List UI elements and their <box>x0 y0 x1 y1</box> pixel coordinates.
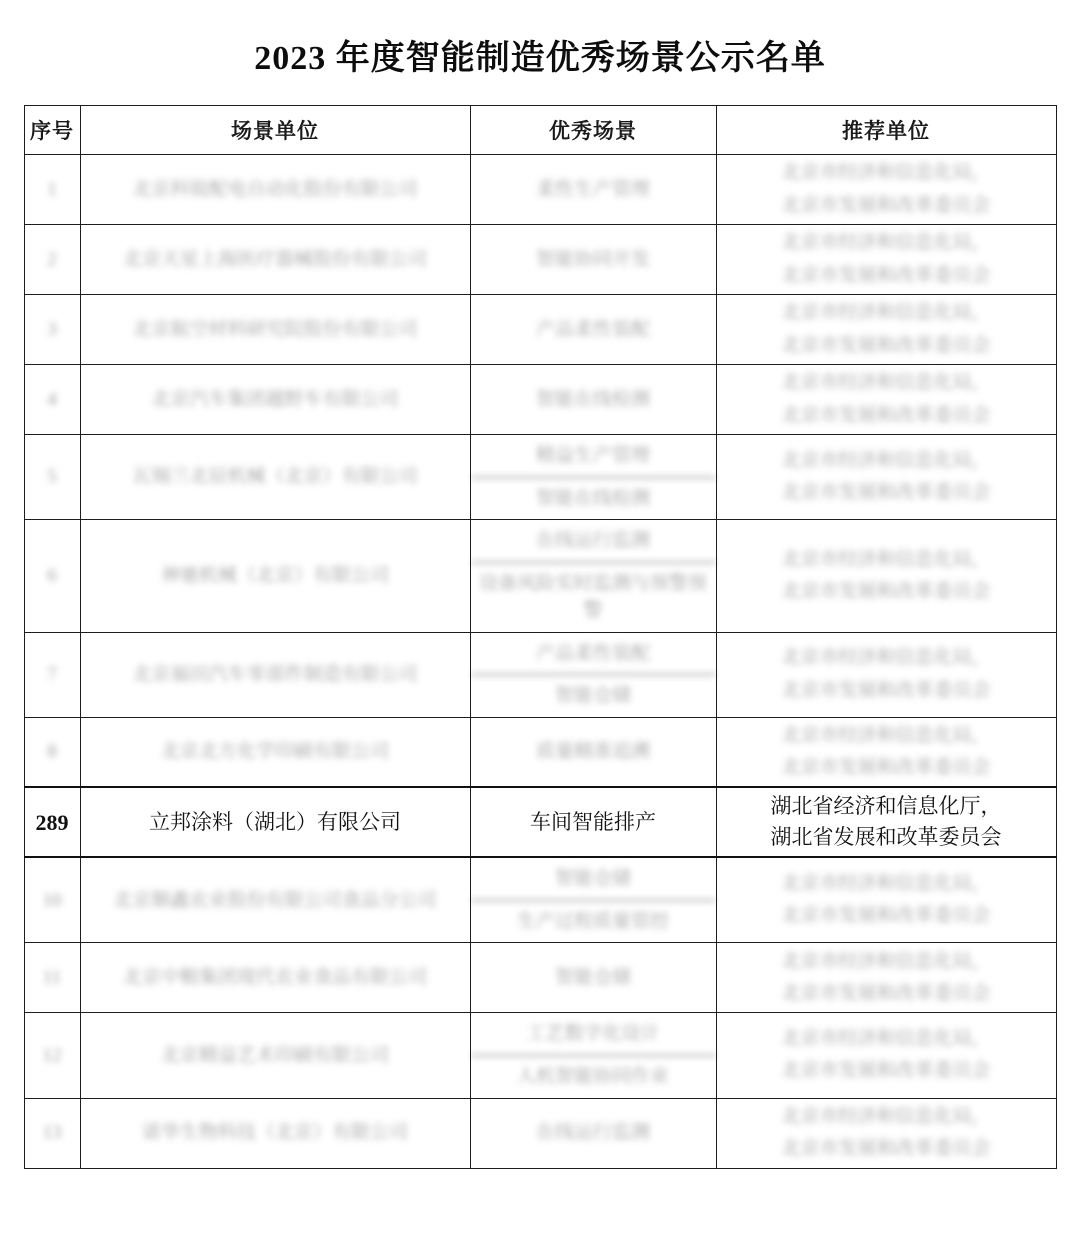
recommender-line: 北京市发展和改革委员会 <box>781 679 991 701</box>
scene-listing-table <box>24 105 1057 1169</box>
table-row <box>24 717 1056 787</box>
recommender-line: 北京市经济和信息化局， <box>781 449 991 471</box>
cell-unit: 北京顺鑫农业股份有限公司食品分公司 <box>80 857 470 943</box>
scene-item: 设备风险实时监测与预警预警 <box>471 562 716 632</box>
cell-scene <box>470 520 716 633</box>
cell-unit: 北京天星上海医疗器械股份有限公司 <box>80 225 470 295</box>
cell-recommender <box>716 225 1056 295</box>
cell-recommender <box>716 365 1056 435</box>
recommender-line: 北京市发展和改革委员会 <box>781 1060 991 1082</box>
column-header-unit: 场景单位 <box>80 106 470 155</box>
recommender-line: 北京市发展和改革委员会 <box>781 334 991 356</box>
cell-unit: 北京科锐配电自动化股份有限公司 <box>80 155 470 225</box>
cell-no: 2 <box>24 225 80 295</box>
cell-no: 289 <box>24 787 80 857</box>
cell-no: 6 <box>24 520 80 633</box>
cell-scene <box>470 295 716 365</box>
cell-scene <box>470 365 716 435</box>
recommender-line: 北京市发展和改革委员会 <box>781 264 991 286</box>
cell-no: 7 <box>24 632 80 717</box>
cell-unit: 北京汽车集团越野车有限公司 <box>80 365 470 435</box>
page-title: 2023 年度智能制造优秀场景公示名单 <box>254 40 826 77</box>
cell-unit: 瓦锡兰北辰机械（北京）有限公司 <box>80 435 470 520</box>
scene-item: 产品柔性装配 <box>535 318 650 340</box>
recommender-line: 北京市经济和信息化局， <box>781 548 991 570</box>
cell-unit: 北京中粮集团现代农业食品有限公司 <box>80 943 470 1013</box>
table-row <box>24 1098 1056 1168</box>
recommender-line: 北京市发展和改革委员会 <box>781 757 991 779</box>
scene-item: 智能在线检测 <box>471 477 716 520</box>
table-row <box>24 295 1056 365</box>
recommender-line: 北京市经济和信息化局， <box>781 372 991 394</box>
cell-scene <box>470 1098 716 1168</box>
cell-recommender <box>716 857 1056 943</box>
cell-no: 5 <box>24 435 80 520</box>
recommender-line: 北京市经济和信息化局， <box>781 647 991 669</box>
cell-unit: 北京精益艺术印刷有限公司 <box>80 1013 470 1098</box>
recommender-line: 北京市经济和信息化局， <box>781 232 991 254</box>
scene-item: 在线运行监测 <box>535 1122 650 1144</box>
cell-recommender <box>716 787 1056 857</box>
cell-recommender <box>716 520 1056 633</box>
cell-scene <box>470 943 716 1013</box>
cell-no: 10 <box>24 857 80 943</box>
recommender-line: 北京市发展和改革委员会 <box>781 982 991 1004</box>
recommender-line: 北京市发展和改革委员会 <box>781 194 991 216</box>
cell-unit: 北京北方化学印刷有限公司 <box>80 717 470 787</box>
scene-item: 工艺数字化设计 <box>526 1023 660 1045</box>
cell-recommender <box>716 1098 1056 1168</box>
recommender-line: 北京市经济和信息化局， <box>781 1028 991 1050</box>
cell-recommender <box>716 632 1056 717</box>
cell-scene <box>470 787 716 857</box>
cell-no: 1 <box>24 155 80 225</box>
recommender-line: 北京市经济和信息化局， <box>781 162 991 184</box>
scene-item: 精益生产管理 <box>535 445 650 466</box>
cell-recommender <box>716 943 1056 1013</box>
cell-unit: 北京航空材料研究院股份有限公司 <box>80 295 470 365</box>
document-page <box>0 30 1080 1244</box>
table-row <box>24 520 1056 633</box>
recommender-line: 北京市发展和改革委员会 <box>781 580 991 602</box>
column-header-scene: 优秀场景 <box>470 106 716 155</box>
cell-unit: 立邦涂料（湖北）有限公司 <box>80 787 470 857</box>
table-row <box>24 857 1056 943</box>
cell-scene <box>470 435 716 520</box>
scene-item: 人机智能协同作业 <box>471 1055 716 1098</box>
table-body <box>24 155 1056 1169</box>
table-row <box>24 225 1056 295</box>
scene-item: 智能仓储 <box>554 967 631 989</box>
cell-scene <box>470 155 716 225</box>
recommender-line: 北京市发展和改革委员会 <box>781 404 991 426</box>
cell-no: 4 <box>24 365 80 435</box>
cell-no: 8 <box>24 717 80 787</box>
table-header <box>24 106 1056 155</box>
cell-scene <box>470 1013 716 1098</box>
table-row <box>24 365 1056 435</box>
scene-item: 在线运行监测 <box>535 530 650 552</box>
column-header-recommender: 推荐单位 <box>716 106 1056 155</box>
recommender-line: 北京市发展和改革委员会 <box>781 905 991 927</box>
cell-unit: 北京福田汽车零部件制造有限公司 <box>80 632 470 717</box>
cell-no: 12 <box>24 1013 80 1098</box>
recommender-line: 北京市经济和信息化局， <box>781 1105 991 1127</box>
cell-no: 3 <box>24 295 80 365</box>
scene-item: 质量精准追溯 <box>535 741 650 763</box>
cell-no: 11 <box>24 943 80 1013</box>
scene-item: 智能协同开发 <box>535 248 650 270</box>
recommender-line: 北京市经济和信息化局， <box>781 724 991 746</box>
cell-scene <box>470 225 716 295</box>
table-row <box>24 435 1056 520</box>
table-row <box>24 632 1056 717</box>
cell-recommender <box>716 717 1056 787</box>
scene-item: 车间智能排产 <box>530 809 656 834</box>
recommender-line: 北京市经济和信息化局， <box>781 302 991 324</box>
recommender-line: 北京市发展和改革委员会 <box>781 1138 991 1160</box>
cell-recommender <box>716 435 1056 520</box>
table-row <box>24 1013 1056 1098</box>
table-row <box>24 155 1056 225</box>
cell-scene <box>470 632 716 717</box>
recommender-line: 湖北省发展和改革委员会 <box>770 825 1002 850</box>
scene-item: 智能仓储 <box>471 674 716 717</box>
cell-recommender <box>716 295 1056 365</box>
cell-unit: 神驰机械（北京）有限公司 <box>80 520 470 633</box>
cell-scene <box>470 717 716 787</box>
scene-item: 智能仓储 <box>554 868 631 890</box>
table-header-row <box>24 106 1056 155</box>
cell-no: 13 <box>24 1098 80 1168</box>
recommender-line: 北京市经济和信息化局， <box>781 873 991 895</box>
table-row <box>24 787 1056 857</box>
cell-scene <box>470 857 716 943</box>
scene-item: 柔性生产管理 <box>535 178 650 200</box>
recommender-line: 北京市经济和信息化局， <box>781 950 991 972</box>
cell-unit: 诺华生物科技（北京）有限公司 <box>80 1098 470 1168</box>
column-header-no: 序号 <box>24 106 80 155</box>
cell-recommender <box>716 1013 1056 1098</box>
table-row <box>24 943 1056 1013</box>
recommender-line: 北京市发展和改革委员会 <box>781 482 991 504</box>
recommender-line: 湖北省经济和信息化厅， <box>770 793 1002 818</box>
scene-item: 生产过程质量管控 <box>471 900 716 943</box>
cell-recommender <box>716 155 1056 225</box>
scene-item: 智能在线检测 <box>535 388 650 410</box>
scene-item: 产品柔性装配 <box>535 642 650 664</box>
